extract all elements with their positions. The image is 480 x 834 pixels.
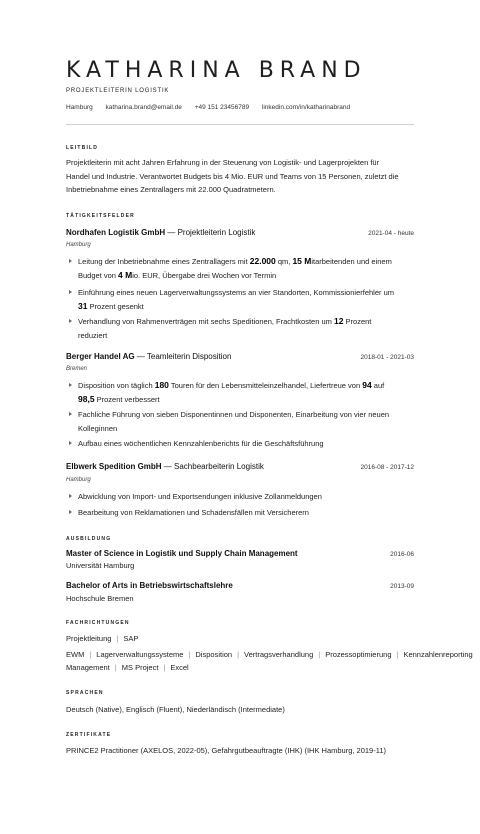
job-title-line: [66, 228, 255, 237]
section-heading-languages: SPRACHEN: [66, 690, 104, 696]
bullet-arrow-icon: [69, 494, 72, 498]
section-heading-experience: TÄTIGKEITSFELDER: [66, 213, 135, 219]
education-year: 2016-06: [390, 551, 414, 558]
summary-line: Handel und Industrie. Verantwortet Budgets bis 4 Mio. EUR und Teams von 15 Personen, zuletzt die: [66, 171, 399, 181]
summary-line: Projektleiterin mit acht Jahren Erfahrung in der Steuerung von Logistik- und Lagerprojekten für: [66, 158, 380, 167]
job-bullet: Fachliche Führung von sieben Disponentinnen und Disponenten, Einarbeitung von vier neuen Kolleginnen: [78, 408, 414, 435]
education-year: 2013-09: [390, 583, 414, 590]
skills-row: EWM | Lagerverwaltungssysteme | Disposition | Vertragsverhandlung | Prozessoptimierung | Kennzahlenreporting: [66, 650, 473, 659]
bullet-arrow-icon: [69, 319, 72, 323]
languages-text: Deutsch (Native), Englisch (Fluent), Niederländisch (Intermediate): [66, 705, 285, 714]
job-company: Berger Handel AG: [66, 352, 135, 361]
job-bullet: Verhandlung von Rahmenverträgen mit sechs Speditionen, Frachtkosten um 12 Prozent reduziert: [78, 315, 414, 342]
contact-email[interactable]: katharina.brand@email.de: [105, 104, 182, 111]
section-heading-skills: FACHRICHTUNGEN: [66, 620, 130, 626]
job-company: Nordhafen Logistik GmbH: [66, 228, 166, 237]
job-position: — Sachbearbeiterin Logistik: [161, 462, 264, 471]
skill-item: Management: [66, 663, 110, 672]
job-bullet: Aufbau eines wöchentlichen Kennzahlenberichts für die Geschäftsführung: [78, 437, 414, 451]
education-degree: Bachelor of Arts in Betriebswirtschaftslehre: [66, 581, 233, 590]
job-location: Bremen: [66, 366, 88, 372]
bullet-arrow-icon: [69, 383, 72, 387]
skill-item: Lagerverwaltungssysteme: [96, 650, 184, 659]
skill-item: SAP: [123, 634, 139, 643]
education-school: Universität Hamburg: [66, 561, 135, 570]
job-bullet: Disposition von täglich 180 Touren für den Lebensmitteleinzelhandel, Liefertreue von 94 auf 98,5 Prozent verbessert: [78, 379, 414, 406]
summary-line: Inbetriebnahme eines Zentrallagers mit 22.000 Quadratmetern.: [66, 185, 276, 194]
education-school: Hochschule Bremen: [66, 594, 134, 603]
header-divider: [66, 124, 414, 125]
skills-row: Management | MS Project | Excel: [66, 663, 189, 672]
job-bullet: Einführung eines neuen Lagerverwaltungssystems an vier Standorten, Kommissionierfehler um 31 Prozent gesenkt: [78, 286, 414, 313]
education-degree: Master of Science in Logistik und Supply Chain Management: [66, 549, 298, 558]
skill-item: Kennzahlenreporting: [403, 650, 473, 659]
job-location: Hamburg: [66, 242, 91, 248]
contact-city: Hamburg: [66, 104, 93, 111]
job-bullet: Leitung der Inbetriebnahme eines Zentrallagers mit 22.000 qm, 15 Mitarbeitenden und einem Budget von 4 Mio. EUR, Übergabe drei Wochen vor Termin: [78, 255, 414, 282]
contact-line: [66, 104, 361, 111]
job-title-line: [66, 462, 264, 471]
contact-phone[interactable]: +49 151 23456789: [194, 104, 250, 111]
candidate-name: KATHARINA BRAND: [66, 58, 367, 83]
job-bullet: Abwicklung von Import- und Exportsendungen inklusive Zollanmeldungen: [78, 490, 414, 504]
certificates-text: PRINCE2 Practitioner (AXELOS, 2022-05), Gefahrgutbeauftragte (IHK) (IHK Hamburg, 2019-11): [66, 746, 387, 755]
job-dates: 2016-08 - 2017-12: [360, 464, 414, 471]
job-position: — Projektleiterin Logistik: [165, 228, 256, 237]
skill-item: MS Project: [121, 663, 159, 672]
job-position: — Teamleiterin Disposition: [134, 352, 232, 361]
skill-item: Projektleitung: [66, 634, 112, 643]
skill-item: Excel: [170, 663, 189, 672]
skill-item: EWM: [66, 650, 85, 659]
summary-paragraph: [66, 156, 414, 197]
skill-item: Disposition: [195, 650, 233, 659]
section-heading-certificates: ZERTIFIKATE: [66, 732, 112, 738]
bullet-arrow-icon: [69, 259, 72, 263]
skill-item: Vertragsverhandlung: [244, 650, 314, 659]
job-bullet: Bearbeitung von Reklamationen und Schadensfällen mit Versicherern: [78, 506, 414, 520]
job-title-line: [66, 352, 231, 361]
skills-row: Projektleitung | SAP: [66, 634, 139, 643]
bullet-arrow-icon: [69, 510, 72, 514]
job-dates: 2018-01 - 2021-03: [360, 354, 414, 361]
job-location: Hamburg: [66, 477, 91, 483]
bullet-arrow-icon: [69, 412, 72, 416]
job-dates: 2021-04 - heute: [368, 230, 414, 237]
section-heading-leitbild: LEITBILD: [66, 145, 99, 151]
bullet-arrow-icon: [69, 290, 72, 294]
bullet-arrow-icon: [69, 441, 72, 445]
section-heading-education: AUSBILDUNG: [66, 536, 112, 542]
skill-item: Prozessoptimierung: [325, 650, 392, 659]
contact-linkedin[interactable]: linkedin.com/in/katharinabrand: [261, 104, 351, 111]
job-company: Elbwerk Spedition GmbH: [66, 462, 162, 471]
candidate-role: PROJEKTLEITERIN LOGISTIK: [66, 88, 170, 94]
